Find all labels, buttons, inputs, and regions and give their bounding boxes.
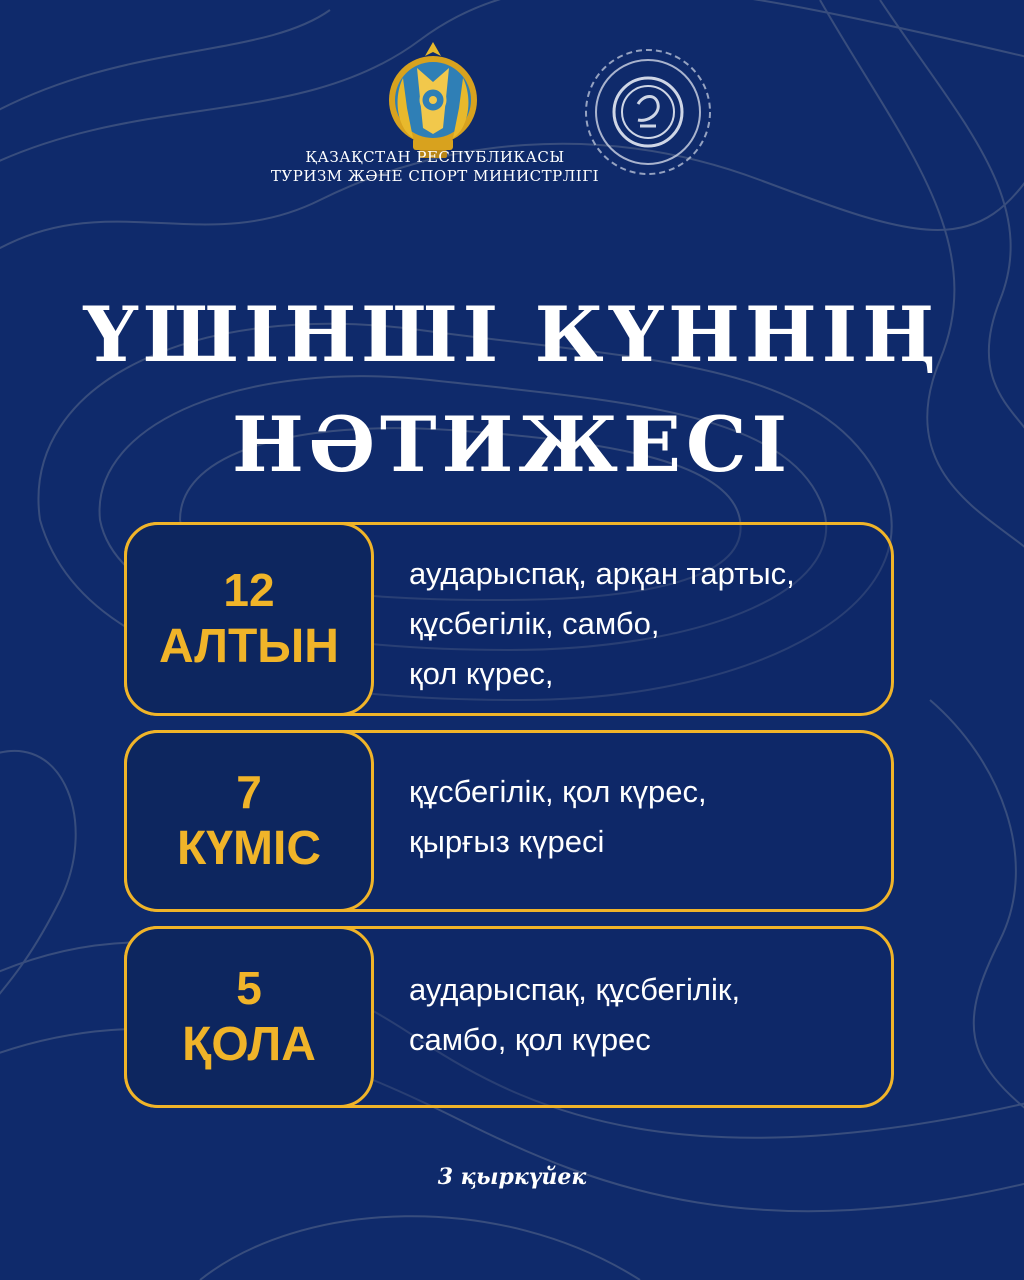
date-label: 3 қыркүйек — [437, 1164, 587, 1190]
ministry-line-2: ТУРИЗМ ЖӘНЕ СПОРТ МИНИСТРЛІГІ — [270, 167, 600, 185]
ministry-name — [240, 148, 630, 186]
sports-line: құсбегілік, самбо, — [409, 606, 660, 641]
medal-label: КҮМІС — [177, 822, 321, 875]
sports-line: аударыспақ, арқан тартыс, — [409, 556, 795, 591]
medal-box-silver — [124, 730, 374, 912]
sports-line: қырғыз күресі — [409, 824, 605, 859]
medal-label: АЛТЫН — [159, 620, 339, 673]
page-title — [0, 280, 1024, 500]
result-card-gold — [124, 522, 894, 716]
header — [0, 30, 1024, 200]
medal-label: ҚОЛА — [182, 1018, 316, 1071]
medal-count: 7 — [236, 766, 262, 818]
ministry-line-1: ҚАЗАҚСТАН РЕСПУБЛИКАСЫ — [305, 148, 565, 166]
sports-line: қол күрес, — [409, 656, 554, 691]
sports-list — [409, 767, 871, 867]
sports-list — [409, 965, 871, 1065]
result-card-silver — [124, 730, 894, 912]
title-line-1: ҮШІНШІ КҮННІҢ — [83, 290, 941, 379]
sports-line: самбо, қол күрес — [409, 1022, 651, 1057]
sports-list — [409, 549, 871, 699]
medal-box-bronze — [124, 926, 374, 1108]
medal-box-gold — [124, 522, 374, 716]
sports-line: құсбегілік, қол күрес, — [409, 774, 707, 809]
medal-count: 12 — [223, 564, 275, 616]
sports-line: аударыспақ, құсбегілік, — [409, 972, 741, 1007]
medal-count: 5 — [236, 962, 262, 1014]
result-card-bronze — [124, 926, 894, 1108]
title-line-2: НӘТИЖЕСІ — [231, 400, 793, 489]
